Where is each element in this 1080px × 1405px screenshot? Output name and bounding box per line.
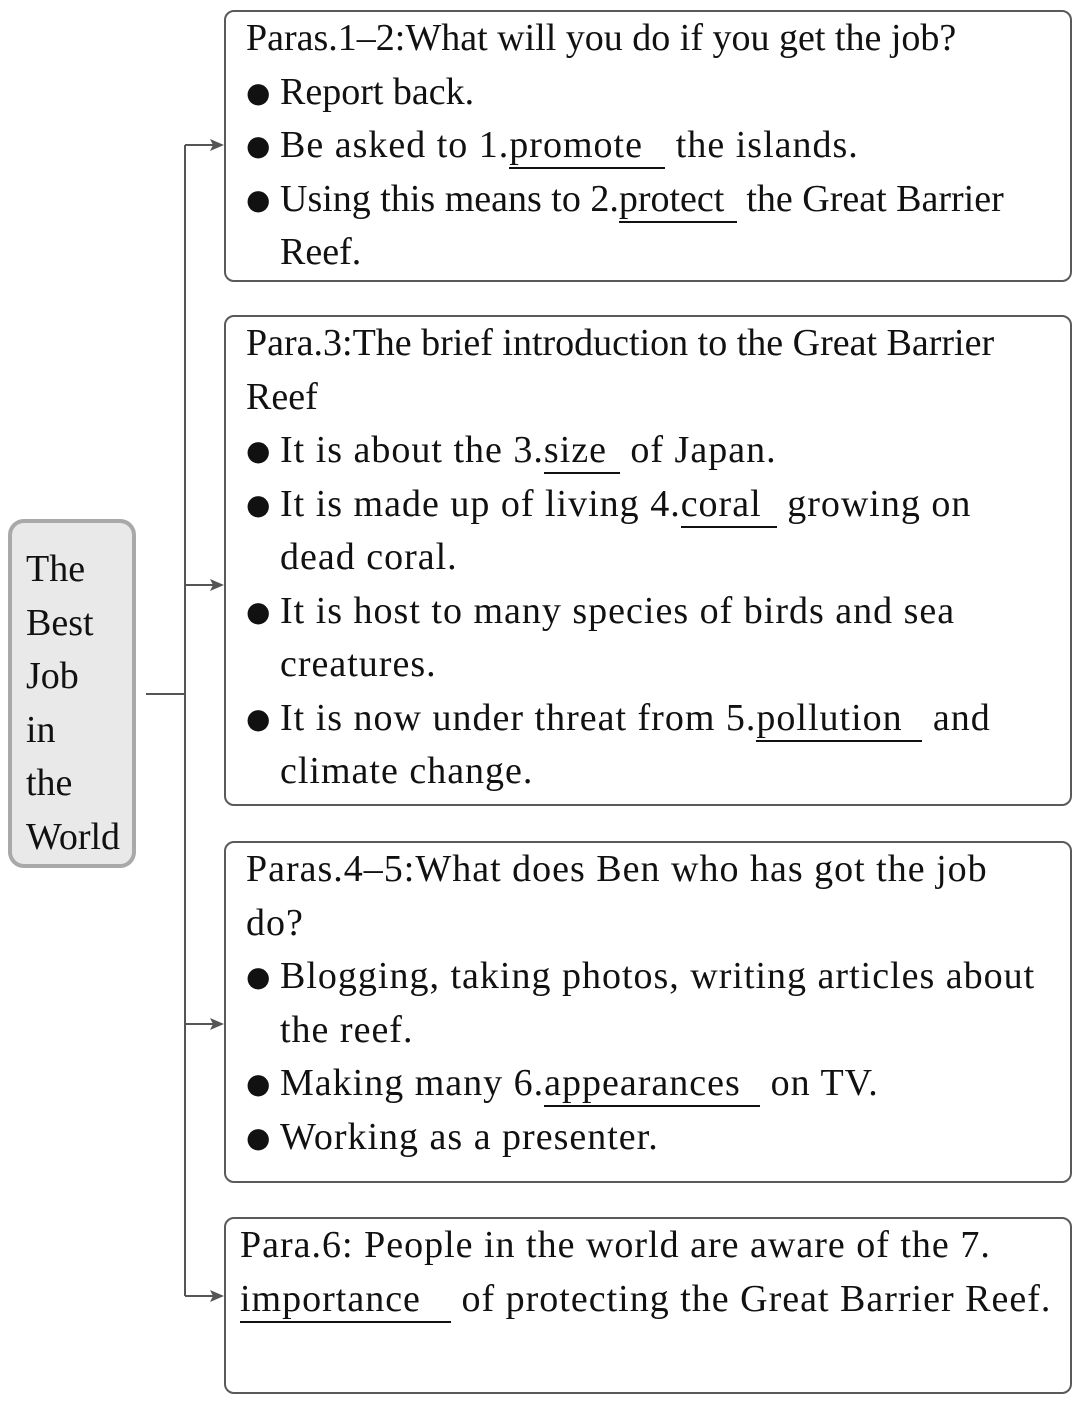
section-text [240, 1219, 1056, 1326]
item-text: Report back. [280, 70, 475, 113]
item-text: It is made up of living [280, 482, 651, 525]
item-text: Making many [280, 1062, 514, 1104]
section-box-paras-1-2 [224, 10, 1072, 282]
blank-number: 7. [960, 1224, 991, 1266]
section-box-paras-4-5 [224, 841, 1072, 1183]
bullet-item [246, 424, 1056, 478]
blank-number: 2. [590, 177, 619, 220]
blank-number: 6. [513, 1062, 545, 1104]
item-text: Using this means to [280, 177, 591, 220]
item-text: of Japan. [619, 429, 777, 471]
section-box-para-6 [224, 1217, 1072, 1394]
root-node [8, 519, 136, 868]
section-heading: Paras.1–2:What will you do if you get the job? [246, 17, 957, 59]
blank-number: 5. [725, 696, 757, 739]
section-box-para-3 [224, 315, 1072, 806]
section-heading: Paras.4–5:What does Ben who has got the job do? [246, 848, 988, 944]
answer-blank: appearances [544, 1061, 760, 1107]
answer-blank: coral [681, 482, 777, 528]
blank-number: 4. [650, 482, 681, 525]
answer-blank: promote [509, 123, 665, 169]
item-text: the islands. [665, 124, 859, 166]
item-text: on TV. [760, 1062, 879, 1104]
answer-blank: importance [240, 1277, 451, 1323]
bullet-item [246, 1057, 1056, 1111]
root-word: the [26, 762, 73, 804]
bullet-item [246, 119, 1056, 173]
bullet-item [246, 173, 1056, 280]
root-word: Job [26, 655, 79, 697]
bullet-item [246, 1111, 1056, 1165]
bullet-item [246, 950, 1056, 1057]
bullet-item [246, 585, 1056, 692]
item-text: Working as a presenter. [280, 1115, 659, 1158]
item-text: of protecting the Great Barrier Reef. [451, 1277, 1052, 1320]
bullet-item [246, 692, 1056, 799]
section-heading: Para.3:The brief introduction to the Great Barrier Reef [246, 322, 995, 418]
item-text: Para.6: People in the world are aware of the [240, 1224, 961, 1266]
blank-number: 3. [513, 429, 544, 471]
item-text: It is now under threat from [280, 696, 726, 739]
root-word: in [26, 708, 56, 751]
item-text: growing on dead coral. [280, 482, 972, 578]
bullet-item [246, 66, 1056, 120]
item-text: It is host to many species of birds and sea creatures. [280, 589, 956, 685]
answer-blank: size [544, 428, 620, 474]
bullet-item [246, 478, 1056, 585]
blank-number: 1. [478, 124, 510, 166]
item-text: and climate change. [280, 696, 991, 792]
root-word: The [26, 548, 86, 590]
item-text: Be asked to [280, 124, 479, 166]
answer-blank: pollution [756, 696, 922, 742]
item-text: Blogging, taking photos, writing articles about the reef. [280, 955, 1036, 1051]
root-word: Best [26, 601, 94, 644]
item-text: It is about the [280, 429, 514, 471]
item-text: the Great Barrier Reef. [280, 177, 1004, 273]
answer-blank: protect [619, 177, 737, 223]
root-word: World [26, 815, 121, 858]
